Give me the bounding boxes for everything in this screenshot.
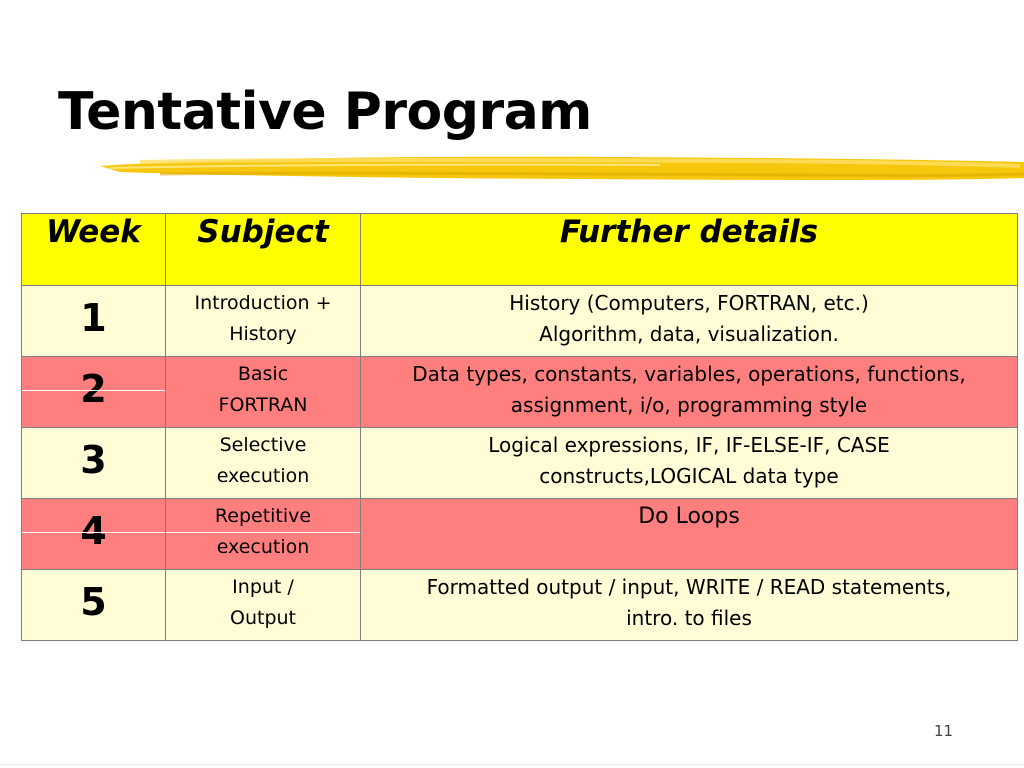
table-row xyxy=(22,428,1018,499)
subject-cell xyxy=(166,428,361,499)
details-cell xyxy=(361,357,1018,428)
details-cell xyxy=(361,428,1018,499)
week-number: 4 xyxy=(80,509,107,553)
week-cell xyxy=(22,286,166,357)
subject-line: Input / xyxy=(232,576,294,598)
subject-line: Output xyxy=(230,607,296,629)
program-table xyxy=(21,213,1018,641)
week-cell xyxy=(22,499,166,570)
table-row xyxy=(22,357,1018,428)
details-line: Formatted output / input, WRITE / READ statements, xyxy=(426,575,952,599)
week-number: 3 xyxy=(80,438,107,482)
details-line: Data types, constants, variables, operations, functions, xyxy=(412,362,966,386)
subject-cell xyxy=(166,357,361,428)
subject-line: Repetitive xyxy=(214,505,312,527)
page-number: 11 xyxy=(934,722,954,740)
table-row xyxy=(22,286,1018,357)
week-cell xyxy=(22,357,166,428)
subject-line: Basic xyxy=(237,363,289,385)
details-line: constructs,LOGICAL data type xyxy=(539,464,839,488)
subject-cell xyxy=(166,286,361,357)
brush-stroke-underline xyxy=(100,148,1024,188)
header-week: Week xyxy=(22,214,166,286)
subject-line: Selective xyxy=(219,434,307,456)
details-line: assignment, i/o, programming style xyxy=(510,393,868,417)
details-line: Algorithm, data, visualization. xyxy=(539,322,839,346)
details-cell xyxy=(361,286,1018,357)
week-cell xyxy=(22,570,166,641)
slide-title: Tentative Program xyxy=(58,82,592,142)
subject-line: FORTRAN xyxy=(218,394,308,416)
table-header-row xyxy=(22,214,1018,286)
table-row xyxy=(22,570,1018,641)
details-cell xyxy=(361,499,1018,570)
week-number: 2 xyxy=(80,367,107,411)
details-line: Do Loops xyxy=(638,504,740,529)
table-row xyxy=(22,499,1018,570)
details-cell xyxy=(361,570,1018,641)
header-further-details: Further details xyxy=(361,214,1018,286)
details-line: Logical expressions, IF, IF-ELSE-IF, CASE xyxy=(488,433,890,457)
subject-cell xyxy=(166,570,361,641)
week-number: 5 xyxy=(80,580,107,624)
details-line: intro. to files xyxy=(626,606,752,630)
subject-line: execution xyxy=(216,465,310,487)
header-subject: Subject xyxy=(166,214,361,286)
week-cell xyxy=(22,428,166,499)
week-number: 1 xyxy=(80,296,107,340)
subject-cell xyxy=(166,499,361,570)
details-line: History (Computers, FORTRAN, etc.) xyxy=(509,291,869,315)
subject-line: History xyxy=(229,323,297,345)
bottom-divider xyxy=(0,764,1024,765)
subject-line: Introduction + xyxy=(194,292,332,314)
subject-line: execution xyxy=(216,536,310,558)
